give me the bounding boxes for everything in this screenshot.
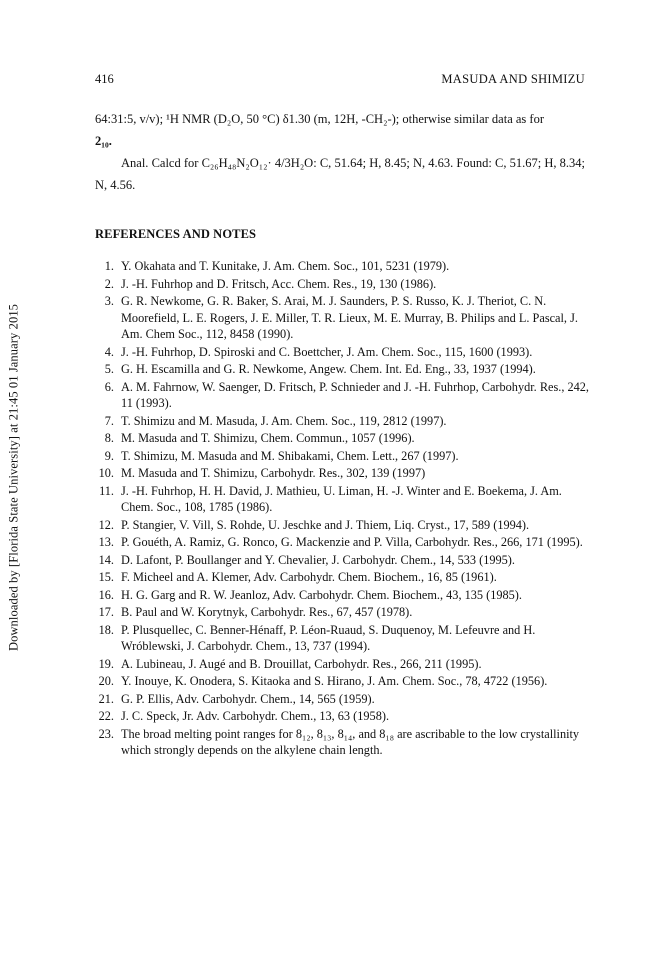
running-head: MASUDA AND SHIMIZU xyxy=(441,72,585,86)
reference-item xyxy=(95,448,591,465)
reference-item xyxy=(95,691,591,708)
reference-text: M. Masuda and T. Shimizu, Carbohydr. Res., 302, 139 (1997) xyxy=(121,466,426,480)
reference-number: 7. xyxy=(104,413,114,428)
reference-text: J. -H. Fuhrhop and D. Fritsch, Acc. Chem. Res., 19, 130 (1986). xyxy=(121,276,437,291)
reference-list xyxy=(95,258,591,760)
reference-number: 15. xyxy=(98,570,114,584)
reference-number: 23. xyxy=(98,726,114,741)
reference-text: A. M. Fahrnow, W. Saenger, D. Fritsch, P. Schnieder and J. -H. Fuhrhop, Carbohydr. Res., 242, 11 (1993). xyxy=(121,379,590,410)
reference-number: 17. xyxy=(98,605,114,619)
intro-line-1: 64:31:5, v/v); ¹H NMR (D₂O, 50 °C) δ1.30 (m, 12H, -CH₂-); otherwise similar data as for xyxy=(95,112,544,126)
reference-item xyxy=(95,258,591,275)
download-stamp: Downloaded by [Florida State University] at 21:45 01 January 2015 xyxy=(6,303,21,652)
reference-number: 6. xyxy=(104,379,114,394)
reference-text: A. Lubineau, J. Augé and B. Drouillat, Carbohydr. Res., 266, 211 (1995). xyxy=(121,656,482,671)
reference-number: 10. xyxy=(98,466,114,480)
reference-text: F. Micheel and A. Klemer, Adv. Carbohydr. Chem. Biochem., 16, 85 (1961). xyxy=(121,570,497,584)
intro-text xyxy=(95,108,585,196)
reference-number: 2. xyxy=(104,276,114,291)
reference-item xyxy=(95,587,591,604)
elemental-analysis: Anal. Calcd for C₂₆H₄₈N₂O₁₂· 4/3H₂O: C, 51.64; H, 8.45; N, 4.63. Found: C, 51.67; H, 8.34; N, 4.56. xyxy=(95,156,585,192)
reference-item xyxy=(95,413,591,430)
reference-text: T. Shimizu, M. Masuda and M. Shibakami, Chem. Lett., 267 (1997). xyxy=(121,448,459,463)
reference-item xyxy=(95,483,591,516)
reference-item xyxy=(95,622,591,655)
reference-item xyxy=(95,726,591,759)
reference-text: Y. Inouye, K. Onodera, S. Kitaoka and S. Hirano, J. Am. Chem. Soc., 78, 4722 (1956). xyxy=(121,674,548,688)
reference-number: 20. xyxy=(98,674,114,688)
reference-text: G. P. Ellis, Adv. Carbohydr. Chem., 14, 565 (1959). xyxy=(121,691,375,706)
reference-number: 12. xyxy=(98,517,114,532)
reference-number: 13. xyxy=(98,535,114,549)
reference-number: 5. xyxy=(104,362,114,376)
reference-text: D. Lafont, P. Boullanger and Y. Chevalier, J. Carbohydr. Chem., 14, 533 (1995). xyxy=(121,552,515,567)
reference-text: J. -H. Fuhrhop, H. H. David, J. Mathieu, U. Liman, H. -J. Winter and E. Boekema, J. Am. Chem. Soc., 108, 1785 (1986). xyxy=(121,483,562,514)
reference-text: P. Stangier, V. Vill, S. Rohde, U. Jeschke and J. Thiem, Liq. Cryst., 17, 589 (1994). xyxy=(121,517,530,532)
reference-text: G. H. Escamilla and G. R. Newkome, Angew. Chem. Int. Ed. Eng., 33, 1937 (1994). xyxy=(121,362,536,376)
reference-item xyxy=(95,344,591,361)
reference-number: 9. xyxy=(104,448,114,463)
page-header xyxy=(95,72,585,88)
reference-text: J. -H. Fuhrhop, D. Spiroski and C. Boettcher, J. Am. Chem. Soc., 115, 1600 (1993). xyxy=(121,344,533,359)
page-number: 416 xyxy=(95,72,114,86)
reference-item xyxy=(95,517,591,534)
reference-number: 4. xyxy=(104,344,114,359)
reference-number: 11. xyxy=(99,483,114,498)
reference-item xyxy=(95,465,591,482)
reference-item xyxy=(95,379,591,412)
reference-item xyxy=(95,604,591,621)
reference-number: 3. xyxy=(104,294,114,308)
intro-line-2: 2₁₀. xyxy=(95,134,112,148)
reference-number: 8. xyxy=(104,431,114,445)
reference-text: P. Plusquellec, C. Benner-Hénaff, P. Léon-Ruaud, S. Duquenoy, M. Lefeuvre and H. Wróblewski, J. Carbohydr. Chem., 13, 737 (1994). xyxy=(121,622,536,653)
reference-item xyxy=(95,293,591,343)
reference-text: Y. Okahata and T. Kunitake, J. Am. Chem. Soc., 101, 5231 (1979). xyxy=(121,259,450,273)
reference-item xyxy=(95,708,591,725)
reference-number: 19. xyxy=(98,656,114,671)
reference-number: 1. xyxy=(104,259,114,273)
reference-text: J. C. Speck, Jr. Adv. Carbohydr. Chem., 13, 63 (1958). xyxy=(121,709,390,723)
reference-item xyxy=(95,534,591,551)
reference-item xyxy=(95,673,591,690)
reference-text: H. G. Garg and R. W. Jeanloz, Adv. Carbohydr. Chem. Biochem., 43, 135 (1985). xyxy=(121,587,522,602)
reference-number: 18. xyxy=(98,622,114,637)
reference-text: M. Masuda and T. Shimizu, Chem. Commun., 1057 (1996). xyxy=(121,431,415,445)
reference-number: 22. xyxy=(98,709,114,723)
reference-item xyxy=(95,569,591,586)
reference-text: G. R. Newkome, G. R. Baker, S. Arai, M. J. Saunders, P. S. Russo, K. J. Theriot, C. N. Moorefield, L. E. Rogers, J. E. Miller, T. R. Lieux, M. E. Murray, B. Philips and L. Pascal, J. Am. Chem Soc., 112, 8458 (1990). xyxy=(121,294,578,341)
reference-item xyxy=(95,361,591,378)
reference-number: 21. xyxy=(98,691,114,706)
reference-number: 16. xyxy=(98,587,114,602)
section-heading: REFERENCES AND NOTES xyxy=(95,227,257,241)
reference-item xyxy=(95,552,591,569)
reference-number: 14. xyxy=(98,552,114,567)
reference-item xyxy=(95,276,591,293)
reference-item xyxy=(95,656,591,673)
reference-text: T. Shimizu and M. Masuda, J. Am. Chem. Soc., 119, 2812 (1997). xyxy=(121,413,447,428)
reference-item xyxy=(95,430,591,447)
reference-text: P. Gouéth, A. Ramiz, G. Ronco, G. Mackenzie and P. Villa, Carbohydr. Res., 266, 171 (1995). xyxy=(121,535,583,549)
reference-text: The broad melting point ranges for 8₁₂, 8₁₃, 8₁₄, and 8₁₈ are ascribable to the low crystallinity which strongly depends on the alkylene chain length. xyxy=(121,726,580,757)
reference-text: B. Paul and W. Korytnyk, Carbohydr. Res., 67, 457 (1978). xyxy=(121,605,413,619)
